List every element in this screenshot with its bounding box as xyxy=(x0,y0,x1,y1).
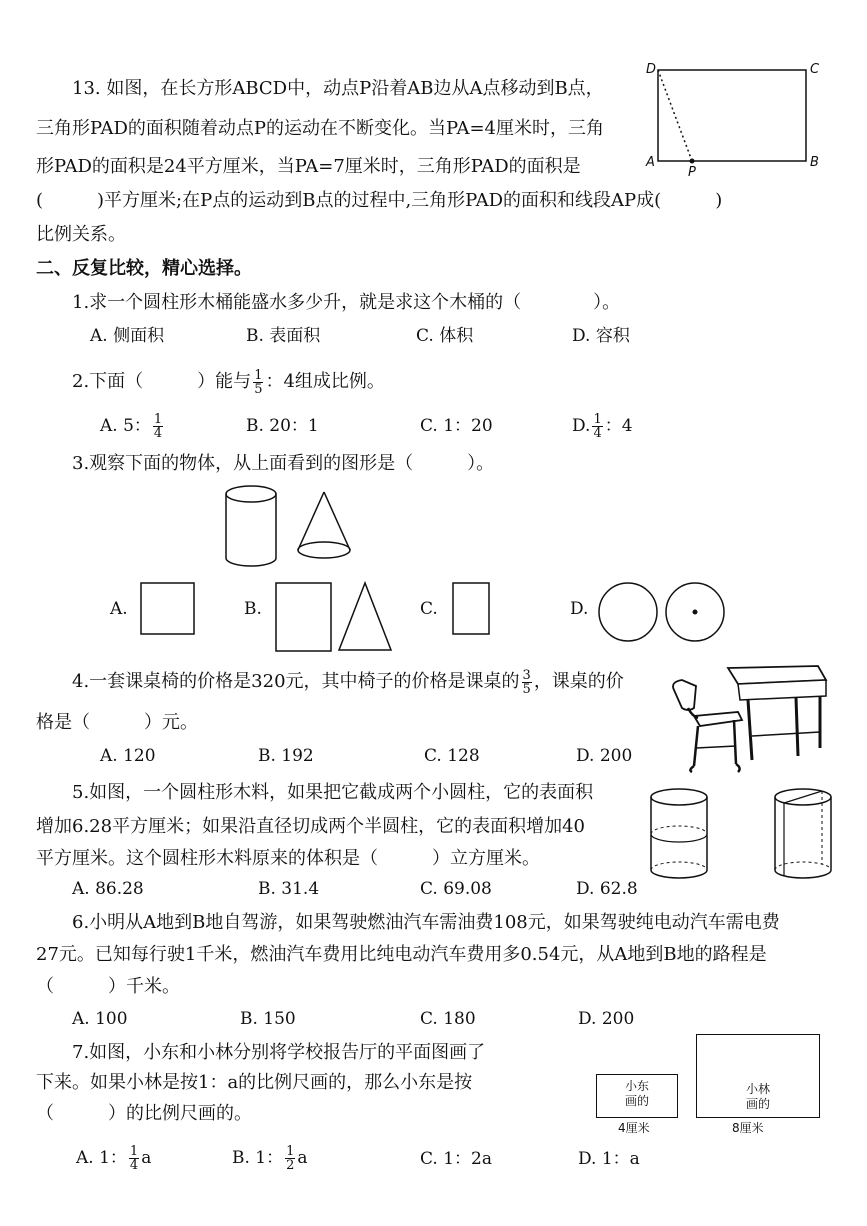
q2-option-a-pre: A. 5： xyxy=(100,416,151,436)
q6-option-c: C. 180 xyxy=(420,1009,476,1029)
q2-option-a-frac xyxy=(153,413,163,440)
q3-option-c-shape xyxy=(452,582,492,636)
q2-frac-num: 1 xyxy=(254,367,263,383)
q2-option-d-frac xyxy=(592,413,602,440)
cylinder-top xyxy=(651,789,707,805)
rectangle-outline xyxy=(658,70,806,161)
q7-option-a-pre: A. 1： xyxy=(76,1148,127,1168)
q6-option-b: B. 150 xyxy=(240,1009,296,1029)
q3-stem: 3.观察下面的物体，从上面看到的图形是（ ）。 xyxy=(72,453,495,474)
q3-label-c: C. xyxy=(420,599,438,619)
q4-option-a: A. 120 xyxy=(100,746,156,766)
q13-line3: 形PAD的面积是24平方厘米，当PA=7厘米时，三角形PAD的面积是 xyxy=(36,156,581,177)
q7-line3: （ ）的比例尺画的。 xyxy=(36,1103,252,1124)
desk-leg-front-right xyxy=(796,698,798,756)
q4-line2: 格是（ ）元。 xyxy=(36,712,198,733)
q13-line5: 比例关系。 xyxy=(36,224,126,245)
section-title: 二、反复比较，精心选择。 xyxy=(36,258,252,279)
q13-line4: ( )平方厘米;在P点的运动到B点的过程中,三角形PAD的面积和线段AP成( ) xyxy=(36,190,723,211)
q13-line2: 三角形PAD的面积随着动点P的运动在不断变化。当PA=4厘米时，三角 xyxy=(36,118,604,139)
xiaodong-plan-label: 小东 画的 xyxy=(624,1079,649,1108)
q7-option-c: C. 1：2a xyxy=(420,1149,492,1169)
q6-option-a: A. 100 xyxy=(72,1009,128,1029)
q6-option-d: D. 200 xyxy=(578,1009,635,1029)
center-dot xyxy=(693,610,698,615)
q4-fraction xyxy=(522,669,532,696)
q6-line2: 27元。已知每行驶1千米，燃油汽车费用比纯电动汽车费用多0.54元，从A地到B地的路程是 xyxy=(36,944,767,965)
q7-option-b-num: 1 xyxy=(286,1144,295,1159)
q7-option-a xyxy=(76,1140,151,1176)
q2-stem xyxy=(72,362,385,402)
q7-option-a-post: a xyxy=(141,1148,152,1168)
chair-crossbar xyxy=(696,746,736,748)
chair-back xyxy=(673,680,696,710)
q7-option-a-frac xyxy=(129,1145,139,1172)
triangle-shape xyxy=(339,583,391,650)
q3-label-d: D. xyxy=(570,599,589,619)
horizontal-cut-hidden xyxy=(651,826,707,834)
q4-stem-a: 4.一套课桌椅的价格是320元，其中椅子的价格是课桌的 xyxy=(72,671,520,692)
diameter-top xyxy=(784,791,822,803)
q2-option-b: B. 20：1 xyxy=(246,416,319,436)
horizontal-cut-line xyxy=(651,834,707,842)
q2-stem-a: 2.下面（ ）能与 xyxy=(72,371,252,392)
q7-option-b-post: a xyxy=(297,1148,308,1168)
vertex-label-b: B xyxy=(810,155,819,170)
cylinder-and-cone-figure xyxy=(220,480,370,580)
q7-option-b xyxy=(232,1140,308,1176)
q7-option-a-num: 1 xyxy=(129,1144,139,1159)
q2-fraction xyxy=(253,369,263,396)
q3-option-a-shape xyxy=(140,582,196,636)
q4-option-d: D. 200 xyxy=(576,746,633,766)
q6-line1: 6.小明从A地到B地自驾游，如果驾驶燃油汽车需油费108元，如果驾驶纯电动汽车需电费 xyxy=(72,912,780,933)
vertex-label-a: A xyxy=(646,155,655,170)
vertex-label-c: C xyxy=(810,62,820,77)
xiaolin-plan-label: 小林 画的 xyxy=(745,1082,770,1111)
q5-option-c: C. 69.08 xyxy=(420,879,492,899)
q3-label-a: A. xyxy=(110,599,128,619)
q7-option-a-den: 4 xyxy=(129,1158,139,1173)
cylinder-cut-vertical-figure xyxy=(772,786,842,882)
cylinder-cut-horizontal-figure xyxy=(648,786,718,882)
q1-option-a: A. 侧面积 xyxy=(90,326,165,346)
q7-option-b-pre: B. 1： xyxy=(232,1148,284,1168)
xiaolin-width-label: 8厘米 xyxy=(732,1121,764,1135)
q2-option-d-pre: D. xyxy=(572,416,591,436)
q1-option-d: D. 容积 xyxy=(572,326,630,346)
q5-option-a: A. 86.28 xyxy=(72,879,144,899)
rectangle-shape xyxy=(453,583,489,634)
q1-option-b: B. 表面积 xyxy=(246,326,321,346)
q5-line1: 5.如图，一个圆柱形木料，如果把它截成两个小圆柱，它的表面积 xyxy=(72,782,594,803)
cone-base xyxy=(298,542,350,558)
q2-option-d-num: 1 xyxy=(593,412,602,427)
q7-option-b-den: 2 xyxy=(286,1158,295,1173)
q2-option-d-den: 4 xyxy=(593,426,602,441)
q5-option-b: B. 31.4 xyxy=(258,879,320,899)
q4-option-c: C. 128 xyxy=(424,746,480,766)
rectangle-shape xyxy=(141,583,194,634)
cone-left-side xyxy=(298,492,324,550)
q5-option-d: D. 62.8 xyxy=(576,879,638,899)
rectangle-shape xyxy=(276,583,331,651)
q3-label-b: B. xyxy=(244,599,262,619)
vertex-label-p: P xyxy=(688,165,696,180)
point-p xyxy=(690,159,695,164)
q7-option-d: D. 1：a xyxy=(578,1149,640,1169)
desk-drawer xyxy=(738,680,826,700)
q4-stem xyxy=(72,662,624,702)
q2-option-d-post: ：4 xyxy=(604,416,633,436)
vertex-label-d: D xyxy=(646,62,657,77)
q2-option-d xyxy=(572,408,633,444)
cylinder-bottom xyxy=(651,870,707,878)
rectangle-abcd-figure xyxy=(650,60,830,180)
q7-line2: 下来。如果小林是按1：a的比例尺画的，那么小东是按 xyxy=(36,1072,473,1093)
q2-option-c: C. 1：20 xyxy=(420,416,493,436)
dotted-segment-pd xyxy=(658,70,692,161)
desk-leg-front-left xyxy=(748,700,752,760)
q13-line1: 13. 如图，在长方形ABCD中，动点P沿着AB边从A点移动到B点， xyxy=(72,78,604,99)
q2-option-a-num: 1 xyxy=(153,412,163,427)
q4-option-b: B. 192 xyxy=(258,746,314,766)
cylinder-bottom-hidden xyxy=(651,862,707,870)
q4-frac-den: 5 xyxy=(522,681,531,697)
q7-line1: 7.如图，小东和小林分别将学校报告厅的平面图画了 xyxy=(72,1042,486,1063)
q5-line3: 平方厘米。这个圆柱形木料原来的体积是（ ）立方厘米。 xyxy=(36,848,540,869)
cylinder-bottom xyxy=(226,558,276,566)
q7-option-b-frac xyxy=(285,1145,295,1172)
cone-right-side xyxy=(324,492,350,550)
cylinder-top xyxy=(226,486,276,502)
xiaodong-width-label: 4厘米 xyxy=(618,1121,650,1135)
q4-frac-num: 3 xyxy=(522,667,531,683)
q2-stem-b: ：4组成比例。 xyxy=(265,371,385,392)
q1-option-c: C. 体积 xyxy=(416,326,474,346)
q2-frac-den: 5 xyxy=(254,381,263,397)
q3-option-b-shape xyxy=(275,582,405,652)
q5-line2: 增加6.28平方厘米；如果沿直径切成两个半圆柱，它的表面积增加40 xyxy=(36,816,585,837)
q4-stem-b: ，课桌的价 xyxy=(533,671,624,692)
q6-line3: （ ）千米。 xyxy=(36,976,180,997)
q3-option-d-shape xyxy=(598,580,728,646)
q1-stem: 1.求一个圆柱形木桶能盛水多少升，就是求这个木桶的（ ）。 xyxy=(72,292,621,313)
desk-and-chair-illustration xyxy=(668,656,828,774)
desk-crossbar xyxy=(752,732,820,736)
q2-option-a-den: 4 xyxy=(153,426,163,441)
q2-option-a xyxy=(100,408,165,444)
circle-shape xyxy=(599,583,657,641)
